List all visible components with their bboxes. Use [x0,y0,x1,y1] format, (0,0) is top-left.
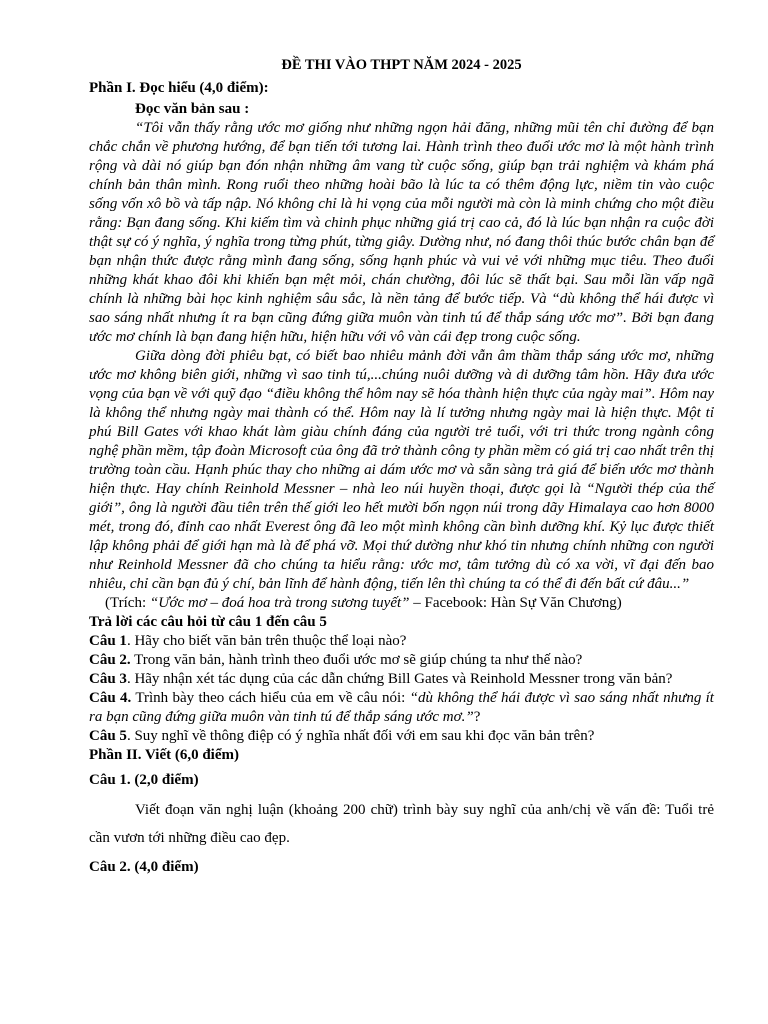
question-label: Câu 3 [89,671,127,687]
question-end: ? [473,709,481,725]
question-text: . Suy nghĩ về thông điệp có ý nghĩa nhất đối với em sau khi đọc văn bản trên? [126,728,595,744]
question-text: Trình bày theo cách hiểu của em về câu nói: [131,690,410,706]
question-text: . Hãy cho biết văn bản trên thuộc thể loại nào? [126,633,407,649]
part1-heading: Phần I. Đọc hiểu (4,0 điểm): [89,80,269,96]
passage-source [89,594,714,613]
question-4 [89,689,714,727]
source-suffix: – Facebook: Hàn Sự Văn Chương) [409,595,622,611]
question-label: Câu 4. [89,690,132,706]
source-prefix: (Trích: [105,595,150,611]
question-1 [89,632,714,651]
writing-question-1-heading: Câu 1. (2,0 điểm) [89,772,199,788]
question-2 [89,651,714,670]
question-label: Câu 5 [89,728,127,744]
questions-heading: Trả lời các câu hỏi từ câu 1 đến câu 5 [89,614,327,630]
writing-question-1-text: Viết đoạn văn nghị luận (khoảng 200 chữ) trình bày suy nghĩ của anh/chị về vấn đề: Tuổi trẻ cần vươn tới những điều cao đẹp. [89,802,714,846]
part2-heading: Phần II. Viết (6,0 điểm) [89,747,239,763]
passage-paragraph-2: Giữa dòng đời phiêu bạt, có biết bao nhiêu mảnh đời vẫn âm thầm thắp sáng ước mơ, những ước mơ không biên giới, những vì sao tinh tú,...chúng nuôi dưỡng và di dưỡng tâm hồn. Hãy đưa ước vọng của bạn về với quỹ đạo “điều không thể hôm nay sẽ hóa thành hiện thực của ngày mai”. Hôm nay là không thể nhưng ngày mai thành có thể. Hôm nay là lí tưởng nhưng ngày mai là hiện thực. Một tỉ phú Bill Gates với khao khát làm giàu chính đáng của người trẻ tuổi, với tri thức trong ngành công nghệ phần mềm, tập đoàn Microsoft của ông đã trở thành công ty phần mềm có giá trị cao nhất trên thị trường toàn cầu. Hạnh phúc thay cho những ai dám ước mơ và sẵn sàng trả giá để biến ước mơ thành hiện thực. Hay chính Reinhold Messner – nhà leo núi huyền thoại, được gọi là “Người thép của thế giới”, ông là người đầu tiên trên thế giới leo hết mười bốn ngọn núi trong dãy Himalaya cao hơn 8000 mét, trong đó, đỉnh cao nhất Everest ông đã leo một mình không cần bình dưỡng khí. Kỷ lục được thiết lập không phải để giới hạn mà là để phá vỡ. Mọi thứ dường như khó tin nhưng chính những con người như Reinhold Messner đã cho chúng ta hiểu rằng: ước mơ, tâm tưởng dù có xa vời, vĩ đại đến bao nhiêu, chỉ cần bạn đủ ý chí, bản lĩnh để hành động, tiến lên thì chúng ta có thể đi đến bất cứ đâu...” [89,348,714,592]
question-3 [89,670,714,689]
question-text: . Hãy nhận xét tác dụng của các dẫn chứng Bill Gates và Reinhold Messner trong văn bản? [126,671,673,687]
writing-question-2-heading: Câu 2. (4,0 điểm) [89,859,199,875]
reading-instruction: Đọc văn bản sau : [135,101,250,117]
source-title: “Ước mơ – đoá hoa trà trong sương tuyết” [149,595,410,611]
question-text: Trong văn bản, hành trình theo đuổi ước mơ sẽ giúp chúng ta như thế nào? [130,652,583,668]
question-5 [89,727,714,746]
passage-paragraph-1: “Tôi vẫn thấy rằng ước mơ giống như những ngọn hải đăng, những mũi tên chỉ đường để bạn chắc chắn về phương hướng, để bạn tiến tới tương lai. Hành trình theo đuổi ước mơ là một hành trình rộng và dài nó giúp bạn đón nhận những âm vang từ cuộc sống, giúp bạn trải nghiệm và khám phá chính bản thân mình. Rong ruổi theo những hoài bão là lúc ta có thêm động lực, niềm tin vào cuộc sống vốn xô bồ và tấp nập. Nó không chỉ là hi vọng của mỗi người mà còn là minh chứng cho một điều rằng: Bạn đang sống. Khi kiếm tìm và chinh phục những giá trị cao cả, đó là lúc bạn nhận ra cuộc đời thật sự có ý nghĩa, ý nghĩa trong từng phút, từng giây. Dường như, nó đang thôi thúc bước chân bạn để bạn nhận thức được rằng mình đang sống, sống hạnh phúc và vui vẻ với những mục tiêu. Theo đuổi những khát khao đôi khi khiến bạn mệt mỏi, chán chường, đôi lúc sẽ thất bại. Sau mỗi lần vấp ngã chính là những bài học kinh nghiệm sâu sắc, là nền tảng để bước tiếp. Và “dù không thể hái được vì sao sáng nhất nhưng ít ra bạn cũng đứng giữa muôn vàn tinh tú để thắp sáng ước mơ”. Bởi bạn đang ước mơ chính là bạn đang hiện hữu, hiện hữu với vô vàn cái đẹp trong cuộc sống. [89,120,714,345]
question-label: Câu 2. [89,652,131,668]
page-title: ĐỀ THI VÀO THPT NĂM 2024 - 2025 [281,57,522,73]
question-quote: “dù không thể hái được vì sao sáng nhất nhưng ít ra bạn cũng đứng giữa muôn vàn tinh tú để thắp sáng ước mơ.” [89,690,714,725]
question-label: Câu 1 [89,633,127,649]
